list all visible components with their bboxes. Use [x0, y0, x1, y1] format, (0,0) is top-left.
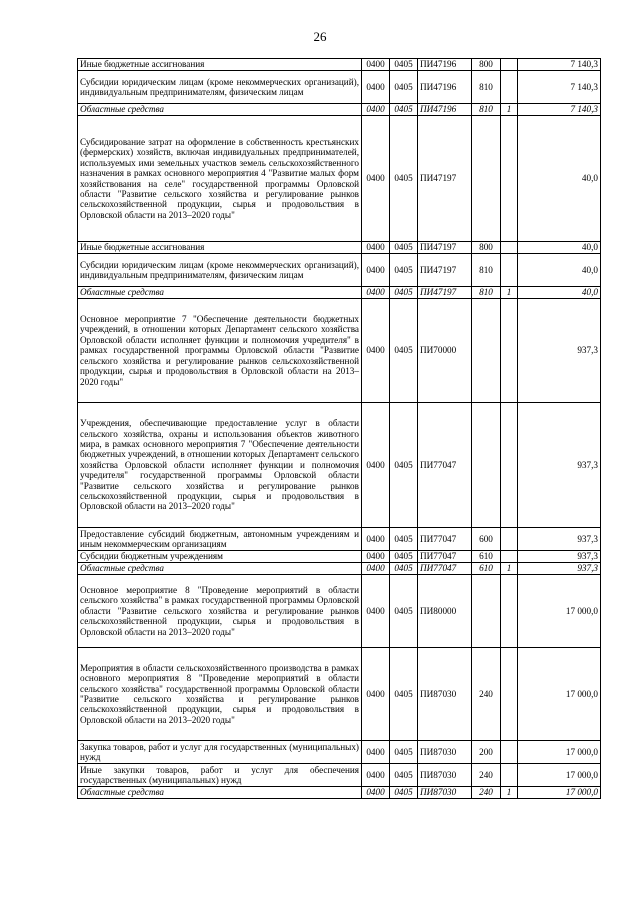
row-name-cell: Предоставление субсидий бюджетным, автономным учреждениям и иным некоммерческим организациям — [78, 528, 362, 551]
amount-cell: 40,0 — [518, 254, 601, 287]
section-code-cell: 0400 — [362, 648, 390, 741]
row-name-cell: Иные закупки товаров, работ и услуг для обеспечения государственных (муниципальных) нужд — [78, 764, 362, 787]
target-article-cell: ПИ70000 — [418, 299, 472, 403]
funding-source-cell — [501, 116, 518, 242]
table-row — [78, 116, 601, 242]
row-name-cell: Иные бюджетные ассигнования — [78, 242, 362, 254]
regional-funds-row — [78, 563, 601, 575]
amount-cell: 937,3 — [518, 551, 601, 563]
row-name-cell: Закупка товаров, работ и услуг для государственных (муниципальных) нужд — [78, 741, 362, 764]
budget-table — [77, 58, 601, 799]
funding-source-cell: 1 — [501, 287, 518, 299]
expense-type-cell — [472, 575, 501, 648]
section-code-cell: 0400 — [362, 403, 390, 528]
row-name-cell: Областные средства — [78, 104, 362, 116]
funding-source-cell — [501, 551, 518, 563]
section-code-cell: 0400 — [362, 528, 390, 551]
amount-cell: 17 000,0 — [518, 575, 601, 648]
target-article-cell: ПИ47196 — [418, 104, 472, 116]
table-row — [78, 741, 601, 764]
funding-source-cell — [501, 575, 518, 648]
subsection-code-cell: 0405 — [390, 764, 418, 787]
subsection-code-cell: 0405 — [390, 403, 418, 528]
target-article-cell: ПИ87030 — [418, 787, 472, 799]
row-name-cell: Областные средства — [78, 787, 362, 799]
funding-source-cell — [501, 764, 518, 787]
row-name-cell: Областные средства — [78, 287, 362, 299]
subsection-code-cell: 0405 — [390, 59, 418, 71]
table-row — [78, 59, 601, 71]
section-code-cell: 0400 — [362, 104, 390, 116]
expense-type-cell — [472, 116, 501, 242]
table-row — [78, 764, 601, 787]
table-row — [78, 528, 601, 551]
budget-table-body — [78, 59, 601, 799]
funding-source-cell: 1 — [501, 787, 518, 799]
table-row — [78, 299, 601, 403]
funding-source-cell — [501, 403, 518, 528]
target-article-cell: ПИ80000 — [418, 575, 472, 648]
target-article-cell: ПИ77047 — [418, 403, 472, 528]
row-name-cell: Областные средства — [78, 563, 362, 575]
expense-type-cell — [472, 403, 501, 528]
subsection-code-cell: 0405 — [390, 575, 418, 648]
page-number: 26 — [313, 29, 327, 44]
target-article-cell: ПИ87030 — [418, 648, 472, 741]
funding-source-cell — [501, 254, 518, 287]
target-article-cell: ПИ77047 — [418, 528, 472, 551]
section-code-cell: 0400 — [362, 787, 390, 799]
target-article-cell: ПИ87030 — [418, 764, 472, 787]
amount-cell: 17 000,0 — [518, 741, 601, 764]
funding-source-cell — [501, 242, 518, 254]
section-code-cell: 0400 — [362, 563, 390, 575]
amount-cell: 937,3 — [518, 528, 601, 551]
subsection-code-cell: 0405 — [390, 287, 418, 299]
section-code-cell: 0400 — [362, 116, 390, 242]
subsection-code-cell: 0405 — [390, 254, 418, 287]
row-name-cell: Основное мероприятие 7 "Обеспечение деятельности бюджетных учреждений, в отношении которых Департамент сельского хозяйства Орловской области исполняет функции и полномочия учредителя" в рамках государственной программы Орловской области "Развитие сельского хозяйства и регулирование рынков сельскохозяйственной продукции, сырья и продовольствия в Орловской области на 2013–2020 годы" — [78, 299, 362, 403]
subsection-code-cell: 0405 — [390, 104, 418, 116]
subsection-code-cell: 0405 — [390, 787, 418, 799]
amount-cell: 17 000,0 — [518, 648, 601, 741]
expense-type-cell: 810 — [472, 71, 501, 104]
target-article-cell: ПИ47196 — [418, 59, 472, 71]
target-article-cell: ПИ77047 — [418, 551, 472, 563]
row-name-cell: Субсидии бюджетным учреждениям — [78, 551, 362, 563]
target-article-cell: ПИ47196 — [418, 71, 472, 104]
table-row — [78, 648, 601, 741]
regional-funds-row — [78, 104, 601, 116]
expense-type-cell: 240 — [472, 787, 501, 799]
funding-source-cell — [501, 741, 518, 764]
target-article-cell: ПИ47197 — [418, 287, 472, 299]
expense-type-cell: 240 — [472, 648, 501, 741]
amount-cell: 40,0 — [518, 242, 601, 254]
funding-source-cell — [501, 299, 518, 403]
subsection-code-cell: 0405 — [390, 648, 418, 741]
subsection-code-cell: 0405 — [390, 299, 418, 403]
section-code-cell: 0400 — [362, 71, 390, 104]
row-name-cell: Учреждения, обеспечивающие предоставление услуг в области сельского хозяйства, охраны и использования объектов животного мира, в рамках основного мероприятия 7 "Обеспечение деятельности бюджетных учреждений, в отношении которых Департамент сельского хозяйства Орловской области исполняет функции и полномочия учредителя" государственной программы Орловской области "Развитие сельского хозяйства и регулирование рынков сельскохозяйственной продукции, сырья и продовольствия в Орловской области на 2013–2020 годы" — [78, 403, 362, 528]
row-name-cell: Субсидирование затрат на оформление в собственность крестьянских (фермерских) хозяйств, включая индивидуальных предпринимателей, используемых ими земельных участков земель сельскохозяйственного назначения в рамках основного мероприятия 4 "Развитие малых форм хозяйствования на селе" государственной программы Орловской области "Развитие сельского хозяйства и регулирование рынков сельскохозяйственной продукции, сырья и продовольствия в Орловской области на 2013–2020 годы" — [78, 116, 362, 242]
row-name-cell: Субсидии юридическим лицам (кроме некоммерческих организаций), индивидуальным предпринимателям, физическим лицам — [78, 254, 362, 287]
table-row — [78, 254, 601, 287]
subsection-code-cell: 0405 — [390, 551, 418, 563]
section-code-cell: 0400 — [362, 287, 390, 299]
funding-source-cell — [501, 648, 518, 741]
target-article-cell: ПИ47197 — [418, 254, 472, 287]
subsection-code-cell: 0405 — [390, 528, 418, 551]
subsection-code-cell: 0405 — [390, 116, 418, 242]
section-code-cell: 0400 — [362, 764, 390, 787]
target-article-cell: ПИ87030 — [418, 741, 472, 764]
section-code-cell: 0400 — [362, 741, 390, 764]
expense-type-cell: 800 — [472, 59, 501, 71]
amount-cell: 17 000,0 — [518, 787, 601, 799]
section-code-cell: 0400 — [362, 575, 390, 648]
row-name-cell: Основное мероприятие 8 "Проведение мероприятий в области сельского хозяйства" в рамках государственной программы Орловской области "Развитие сельского хозяйства и регулирование рынков сельскохозяйственной продукции, сырья и продовольствия в Орловской области на 2013–2020 годы" — [78, 575, 362, 648]
amount-cell: 17 000,0 — [518, 764, 601, 787]
target-article-cell: ПИ47197 — [418, 242, 472, 254]
amount-cell: 7 140,3 — [518, 71, 601, 104]
section-code-cell: 0400 — [362, 254, 390, 287]
section-code-cell: 0400 — [362, 299, 390, 403]
row-name-cell: Иные бюджетные ассигнования — [78, 59, 362, 71]
expense-type-cell: 600 — [472, 528, 501, 551]
funding-source-cell: 1 — [501, 104, 518, 116]
funding-source-cell — [501, 528, 518, 551]
regional-funds-row — [78, 787, 601, 799]
expense-type-cell: 810 — [472, 254, 501, 287]
expense-type-cell: 810 — [472, 104, 501, 116]
target-article-cell: ПИ77047 — [418, 563, 472, 575]
section-code-cell: 0400 — [362, 59, 390, 71]
amount-cell: 937,3 — [518, 403, 601, 528]
row-name-cell: Мероприятия в области сельскохозяйственного производства в рамках основного мероприятия 8 "Проведение мероприятий в области сельского хозяйства" государственной программы Орловской области "Развитие сельского хозяйства и регулирование рынков сельскохозяйственной продукции, сырья и продовольствия в Орловской области на 2013–2020 годы" — [78, 648, 362, 741]
table-row — [78, 551, 601, 563]
funding-source-cell: 1 — [501, 563, 518, 575]
expense-type-cell: 800 — [472, 242, 501, 254]
amount-cell: 937,3 — [518, 299, 601, 403]
table-row — [78, 242, 601, 254]
funding-source-cell — [501, 59, 518, 71]
expense-type-cell: 610 — [472, 551, 501, 563]
regional-funds-row — [78, 287, 601, 299]
expense-type-cell — [472, 299, 501, 403]
amount-cell: 7 140,3 — [518, 104, 601, 116]
subsection-code-cell: 0405 — [390, 242, 418, 254]
subsection-code-cell: 0405 — [390, 71, 418, 104]
table-row — [78, 575, 601, 648]
section-code-cell: 0400 — [362, 242, 390, 254]
amount-cell: 40,0 — [518, 116, 601, 242]
target-article-cell: ПИ47197 — [418, 116, 472, 242]
expense-type-cell: 240 — [472, 764, 501, 787]
subsection-code-cell: 0405 — [390, 741, 418, 764]
amount-cell: 7 140,3 — [518, 59, 601, 71]
funding-source-cell — [501, 71, 518, 104]
expense-type-cell: 610 — [472, 563, 501, 575]
amount-cell: 40,0 — [518, 287, 601, 299]
section-code-cell: 0400 — [362, 551, 390, 563]
expense-type-cell: 810 — [472, 287, 501, 299]
expense-type-cell: 200 — [472, 741, 501, 764]
table-row — [78, 403, 601, 528]
amount-cell: 937,3 — [518, 563, 601, 575]
subsection-code-cell: 0405 — [390, 563, 418, 575]
table-row — [78, 71, 601, 104]
row-name-cell: Субсидии юридическим лицам (кроме некоммерческих организаций), индивидуальным предпринимателям, физическим лицам — [78, 71, 362, 104]
